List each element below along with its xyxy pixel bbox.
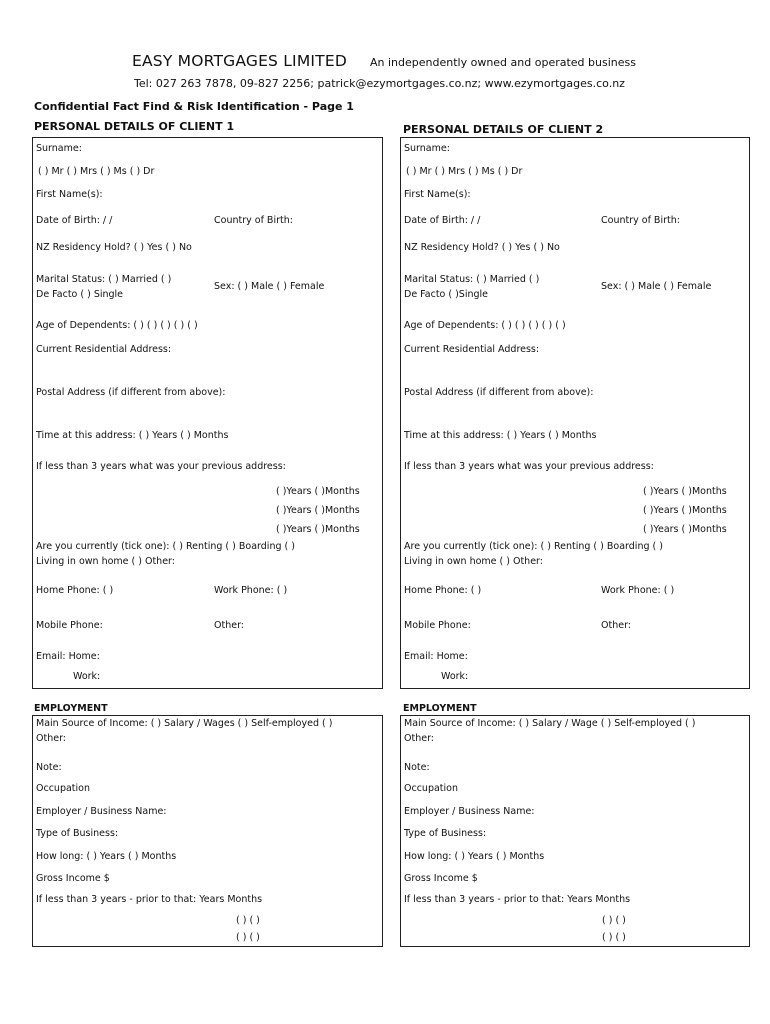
client2-current-address-field[interactable]: Current Residential Address: — [404, 344, 540, 355]
client1-mobile-phone-field[interactable]: Mobile Phone: — [36, 620, 103, 631]
client2-marital-status-options[interactable]: Marital Status: ( ) Married ( ) — [404, 274, 540, 285]
employment1-how-long-options[interactable]: How long: ( ) Years ( ) Months — [36, 851, 177, 862]
client2-email-home-field[interactable]: Email: Home: — [404, 651, 468, 662]
employment2-occupation-field[interactable]: Occupation — [404, 783, 458, 794]
client1-time-at-address-options[interactable]: Time at this address: ( ) Years ( ) Months — [36, 430, 229, 441]
client2-time-at-address-options[interactable]: Time at this address: ( ) Years ( ) Months — [404, 430, 597, 441]
employment2-prior-duration-row[interactable]: ( ) ( ) — [602, 915, 626, 926]
client1-dob-field[interactable]: Date of Birth: / / — [36, 215, 113, 226]
client1-first-names-field[interactable]: First Name(s): — [36, 189, 103, 200]
employment1-business-type-field[interactable]: Type of Business: — [36, 828, 119, 839]
client2-first-names-field[interactable]: First Name(s): — [404, 189, 471, 200]
employment2-income-other-field[interactable]: Other: — [404, 733, 435, 744]
client2-prev-duration-row[interactable]: ( )Years ( )Months — [643, 505, 727, 516]
client1-title-options[interactable]: ( ) Mr ( ) Mrs ( ) Ms ( ) Dr — [38, 166, 155, 177]
client2-previous-address-field[interactable]: If less than 3 years what was your previous address: — [404, 461, 654, 472]
client1-country-field[interactable]: Country of Birth: — [214, 215, 293, 226]
contact-details: Tel: 027 263 7878, 09-827 2256; patrick@ezymortgages.co.nz; www.ezymortgages.co.nz — [134, 77, 625, 90]
client1-dependents-field[interactable]: Age of Dependents: ( ) ( ) ( ) ( ) ( ) — [36, 320, 198, 331]
client2-surname-field[interactable]: Surname: — [404, 143, 450, 154]
employment2-heading: EMPLOYMENT — [403, 703, 477, 714]
employment1-prior-duration-row[interactable]: ( ) ( ) — [236, 932, 260, 943]
client2-home-phone-field[interactable]: Home Phone: ( ) — [404, 585, 482, 596]
client1-personal-box — [32, 137, 383, 689]
employment2-gross-income-field[interactable]: Gross Income $ — [404, 873, 478, 884]
client2-title-options[interactable]: ( ) Mr ( ) Mrs ( ) Ms ( ) Dr — [406, 166, 523, 177]
employment1-gross-income-field[interactable]: Gross Income $ — [36, 873, 110, 884]
client1-home-phone-field[interactable]: Home Phone: ( ) — [36, 585, 114, 596]
client1-work-phone-field[interactable]: Work Phone: ( ) — [214, 585, 288, 596]
client2-marital-status-options-2[interactable]: De Facto ( )Single — [404, 289, 489, 300]
client1-current-address-field[interactable]: Current Residential Address: — [36, 344, 172, 355]
employment2-business-type-field[interactable]: Type of Business: — [404, 828, 487, 839]
employment1-note-field[interactable]: Note: — [36, 762, 62, 773]
client2-dependents-field[interactable]: Age of Dependents: ( ) ( ) ( ) ( ) ( ) — [404, 320, 566, 331]
client1-marital-status-options-2[interactable]: De Facto ( ) Single — [36, 289, 124, 300]
employment1-income-source-options[interactable]: Main Source of Income: ( ) Salary / Wages ( ) Self-employed ( ) — [36, 718, 333, 729]
client1-email-home-field[interactable]: Email: Home: — [36, 651, 100, 662]
client1-prev-duration-row[interactable]: ( )Years ( )Months — [276, 524, 360, 535]
client2-dob-field[interactable]: Date of Birth: / / — [404, 215, 481, 226]
client2-email-work-field[interactable]: Work: — [441, 671, 469, 682]
client1-sex-options[interactable]: Sex: ( ) Male ( ) Female — [214, 281, 325, 292]
client2-work-phone-field[interactable]: Work Phone: ( ) — [601, 585, 675, 596]
client1-residence-status-options-2[interactable]: Living in own home ( ) Other: — [36, 556, 175, 567]
client1-marital-status-options[interactable]: Marital Status: ( ) Married ( ) — [36, 274, 172, 285]
client2-prev-duration-row[interactable]: ( )Years ( )Months — [643, 486, 727, 497]
employment1-income-other-field[interactable]: Other: — [36, 733, 67, 744]
employment1-box — [32, 715, 383, 947]
page-title: Confidential Fact Find & Risk Identification - Page 1 — [34, 100, 354, 113]
client2-prev-duration-row[interactable]: ( )Years ( )Months — [643, 524, 727, 535]
employment2-employer-field[interactable]: Employer / Business Name: — [404, 806, 535, 817]
client1-email-work-field[interactable]: Work: — [73, 671, 101, 682]
client1-nz-residency-options[interactable]: NZ Residency Hold? ( ) Yes ( ) No — [36, 242, 192, 253]
client2-personal-box — [400, 137, 750, 689]
employment2-how-long-options[interactable]: How long: ( ) Years ( ) Months — [404, 851, 545, 862]
client1-postal-address-field[interactable]: Postal Address (if different from above): — [36, 387, 226, 398]
client2-postal-address-field[interactable]: Postal Address (if different from above): — [404, 387, 594, 398]
client1-surname-field[interactable]: Surname: — [36, 143, 82, 154]
client2-country-field[interactable]: Country of Birth: — [601, 215, 680, 226]
client1-heading: PERSONAL DETAILS OF CLIENT 1 — [34, 120, 235, 133]
employment2-box — [400, 715, 750, 947]
client2-residence-status-options[interactable]: Are you currently (tick one): ( ) Renting ( ) Boarding ( ) — [404, 541, 663, 552]
employment1-employer-field[interactable]: Employer / Business Name: — [36, 806, 167, 817]
client1-residence-status-options[interactable]: Are you currently (tick one): ( ) Renting ( ) Boarding ( ) — [36, 541, 295, 552]
client1-previous-address-field[interactable]: If less than 3 years what was your previous address: — [36, 461, 286, 472]
client1-prev-duration-row[interactable]: ( )Years ( )Months — [276, 505, 360, 516]
employment2-prior-employment-label: If less than 3 years - prior to that: Years Months — [404, 894, 631, 905]
employment1-occupation-field[interactable]: Occupation — [36, 783, 90, 794]
employment1-heading: EMPLOYMENT — [34, 703, 108, 714]
client2-nz-residency-options[interactable]: NZ Residency Hold? ( ) Yes ( ) No — [404, 242, 560, 253]
client2-heading: PERSONAL DETAILS OF CLIENT 2 — [403, 123, 604, 136]
employment2-prior-duration-row[interactable]: ( ) ( ) — [602, 932, 626, 943]
employment2-note-field[interactable]: Note: — [404, 762, 430, 773]
client2-mobile-phone-field[interactable]: Mobile Phone: — [404, 620, 471, 631]
company-name: EASY MORTGAGES LIMITED — [132, 52, 347, 70]
employment1-prior-employment-label: If less than 3 years - prior to that: Years Months — [36, 894, 263, 905]
client2-residence-status-options-2[interactable]: Living in own home ( ) Other: — [404, 556, 543, 567]
employment1-prior-duration-row[interactable]: ( ) ( ) — [236, 915, 260, 926]
employment2-income-source-options[interactable]: Main Source of Income: ( ) Salary / Wage ( ) Self-employed ( ) — [404, 718, 696, 729]
client1-prev-duration-row[interactable]: ( )Years ( )Months — [276, 486, 360, 497]
client2-sex-options[interactable]: Sex: ( ) Male ( ) Female — [601, 281, 712, 292]
client1-other-phone-field[interactable]: Other: — [214, 620, 245, 631]
client2-other-phone-field[interactable]: Other: — [601, 620, 632, 631]
company-tagline: An independently owned and operated business — [370, 56, 636, 69]
